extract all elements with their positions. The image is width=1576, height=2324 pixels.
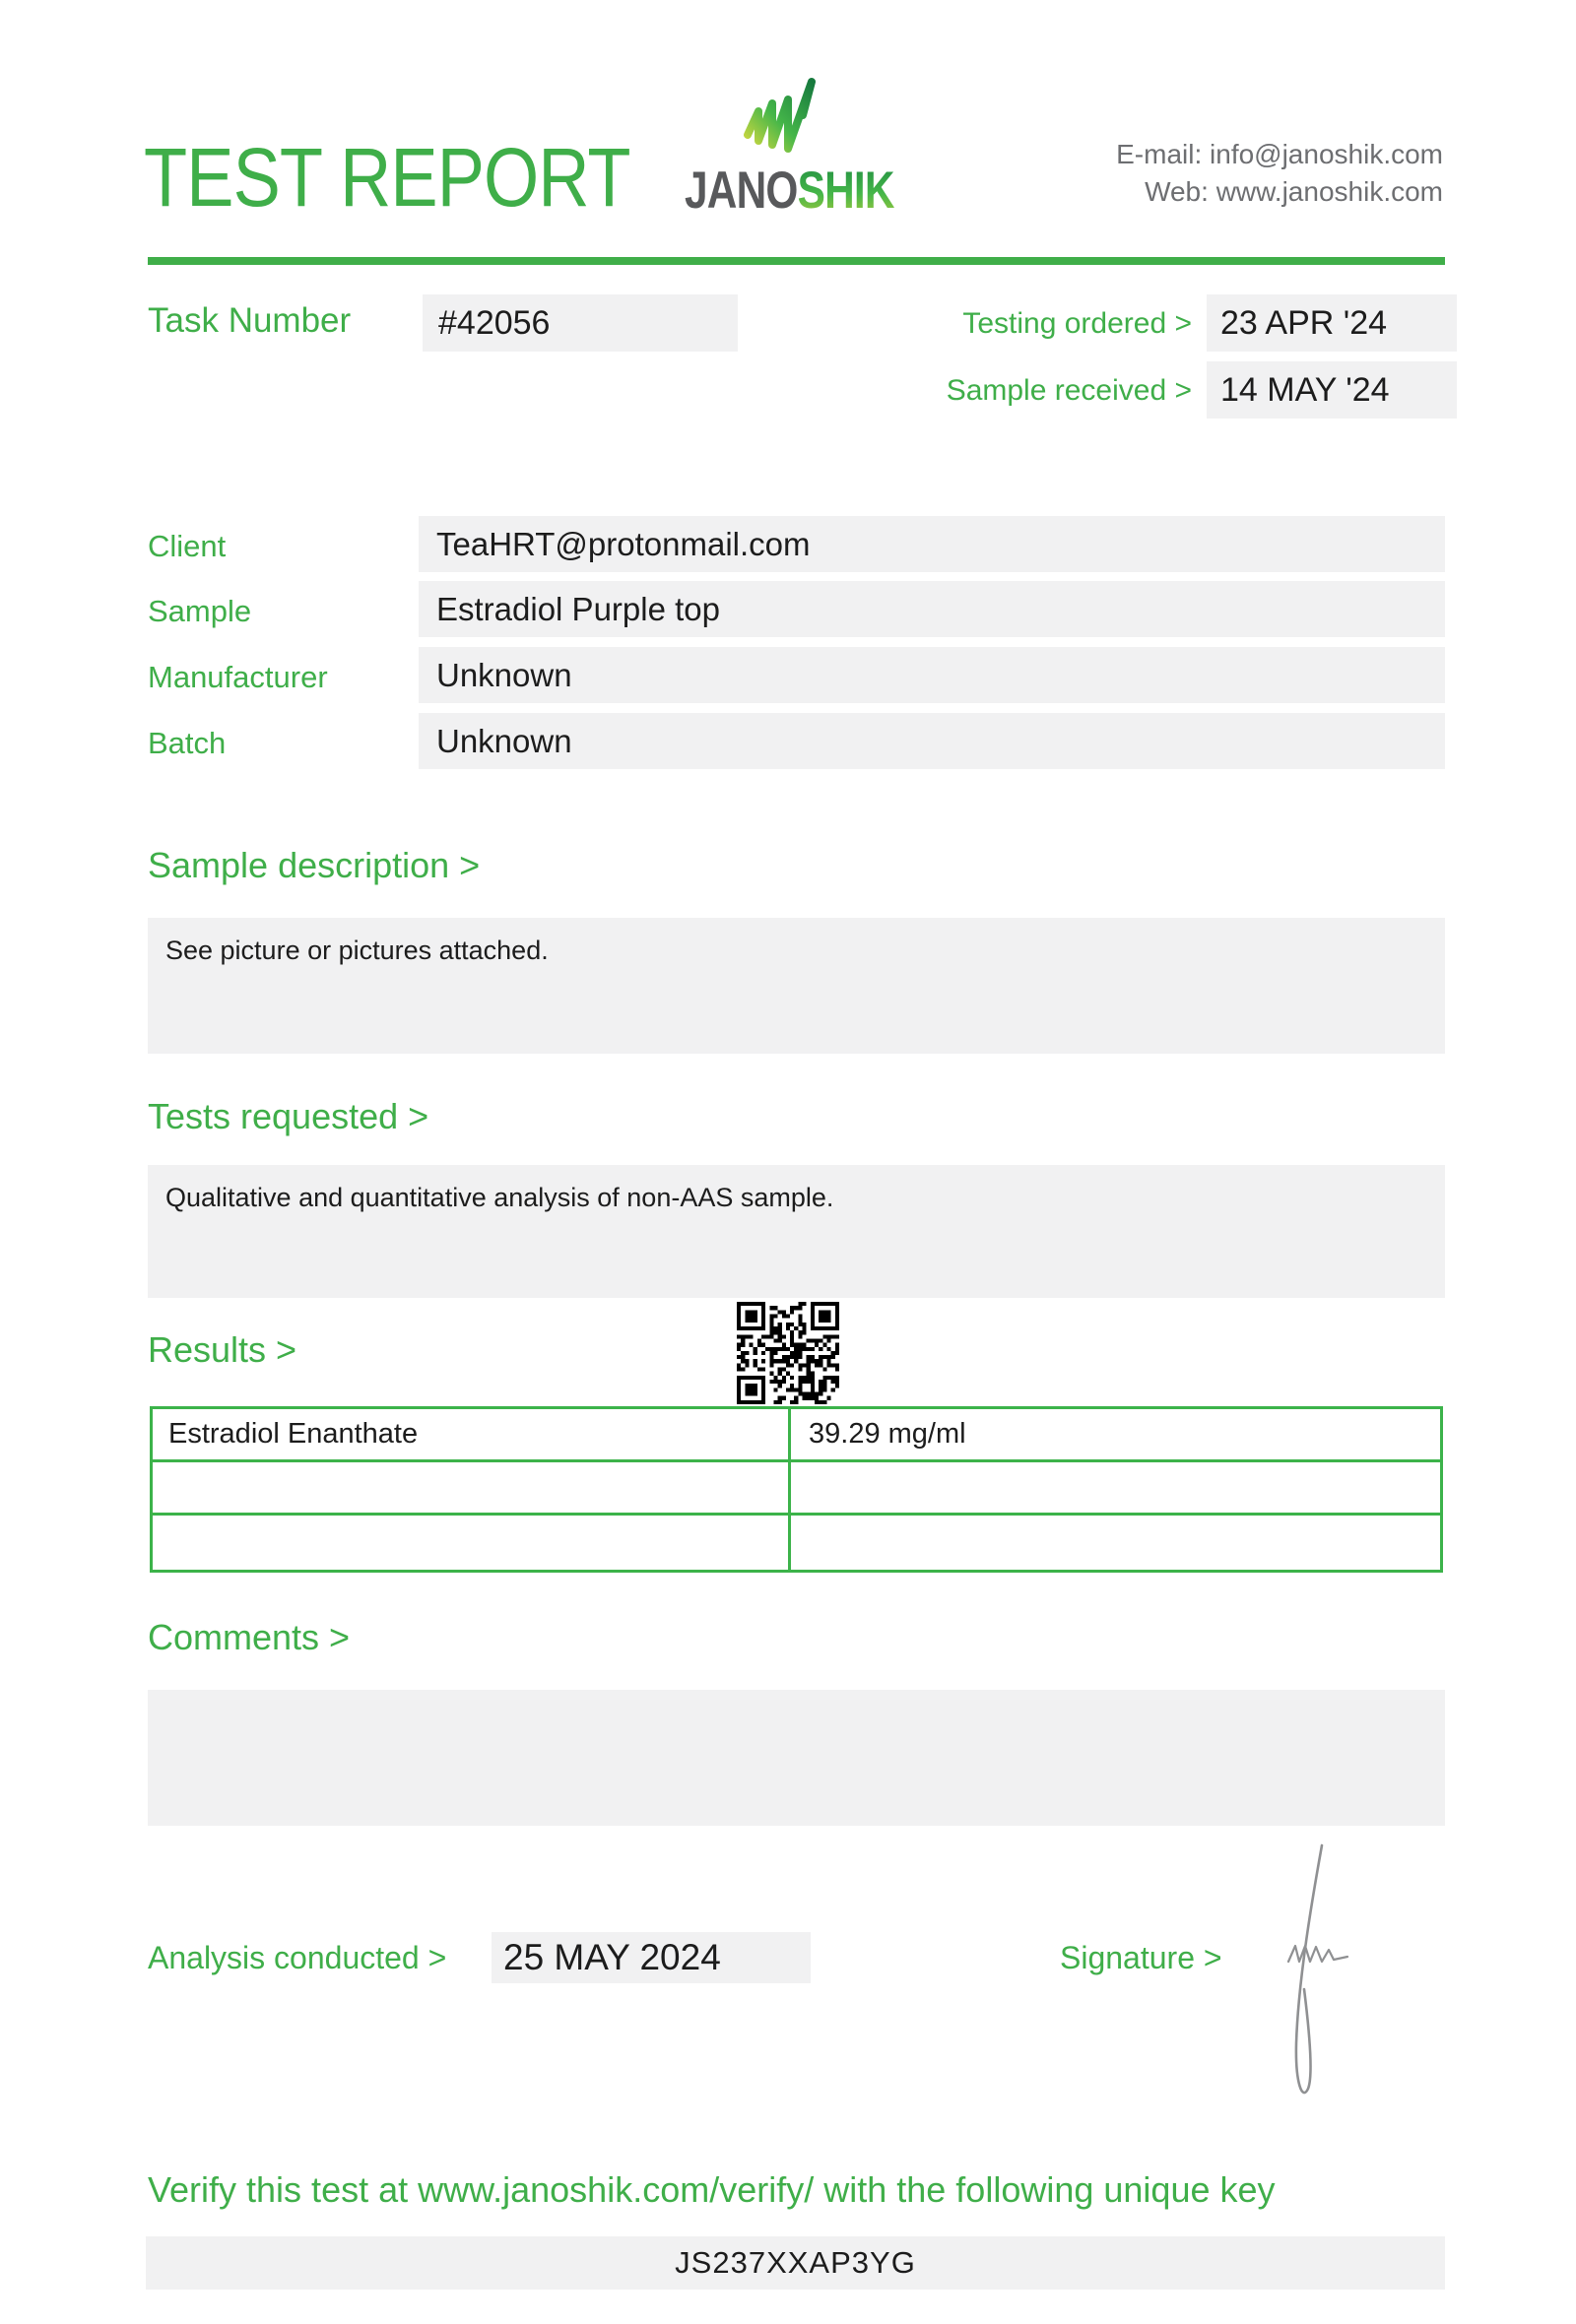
tests-requested-box — [148, 1165, 1445, 1298]
results-heading: Results > — [148, 1329, 297, 1370]
result-analyte — [153, 1462, 791, 1513]
logo-wordmark — [685, 161, 894, 220]
logo-wordmark-gray: JANO — [685, 161, 798, 220]
result-value: 39.29 mg/ml — [809, 1418, 966, 1450]
contact-email: E-mail: info@janoshik.com — [1116, 139, 1443, 169]
comments-box — [148, 1690, 1445, 1826]
sample-description-heading: Sample description > — [148, 845, 481, 885]
client-label: Client — [148, 529, 227, 563]
chart-growth-icon — [741, 74, 839, 162]
analysis-date-value: 25 MAY 2024 — [492, 1932, 811, 1983]
tests-requested-heading: Tests requested > — [148, 1096, 429, 1136]
logo-wordmark-green: SHIK — [797, 161, 894, 220]
signature-image — [1259, 1841, 1387, 2142]
sample-description-box — [148, 918, 1445, 1054]
verify-instruction: Verify this test at www.janoshik.com/verify/ with the following unique key — [148, 2169, 1276, 2210]
result-row — [153, 1459, 1440, 1513]
sample-description-text: See picture or pictures attached. — [165, 936, 549, 965]
qr-code — [737, 1302, 839, 1404]
contact-web: Web: www.janoshik.com — [1145, 176, 1443, 207]
analysis-conducted-label: Analysis conducted > — [148, 1940, 447, 1975]
batch-label: Batch — [148, 726, 227, 760]
sample-value: Estradiol Purple top — [419, 581, 1445, 637]
task-number-value: #42056 — [423, 294, 738, 352]
sample-received-value: 14 MAY '24 — [1207, 361, 1457, 419]
sample-received-label: Sample received > — [946, 374, 1192, 407]
company-logo — [680, 54, 906, 220]
result-value — [791, 1462, 1440, 1513]
manufacturer-label: Manufacturer — [148, 660, 328, 694]
signature-label: Signature > — [1060, 1940, 1222, 1975]
task-number-label: Task Number — [148, 301, 352, 340]
result-analyte — [153, 1516, 791, 1570]
comments-heading: Comments > — [148, 1617, 351, 1657]
verify-key-value: JS237XXAP3YG — [146, 2236, 1445, 2290]
testing-ordered-label: Testing ordered > — [962, 307, 1192, 340]
result-row — [153, 1409, 1440, 1459]
manufacturer-value: Unknown — [419, 647, 1445, 703]
tests-requested-text: Qualitative and quantitative analysis of non-AAS sample. — [165, 1183, 834, 1212]
header-divider — [148, 257, 1445, 265]
results-table — [150, 1406, 1443, 1573]
result-analyte: Estradiol Enanthate — [153, 1409, 791, 1459]
sample-label: Sample — [148, 594, 252, 628]
result-value — [791, 1516, 1440, 1570]
batch-value: Unknown — [419, 713, 1445, 769]
client-value: TeaHRT@protonmail.com — [419, 516, 1445, 572]
result-row — [153, 1513, 1440, 1570]
testing-ordered-value: 23 APR '24 — [1207, 294, 1457, 352]
contact-info — [946, 136, 1443, 211]
page-title: TEST REPORT — [144, 131, 630, 224]
